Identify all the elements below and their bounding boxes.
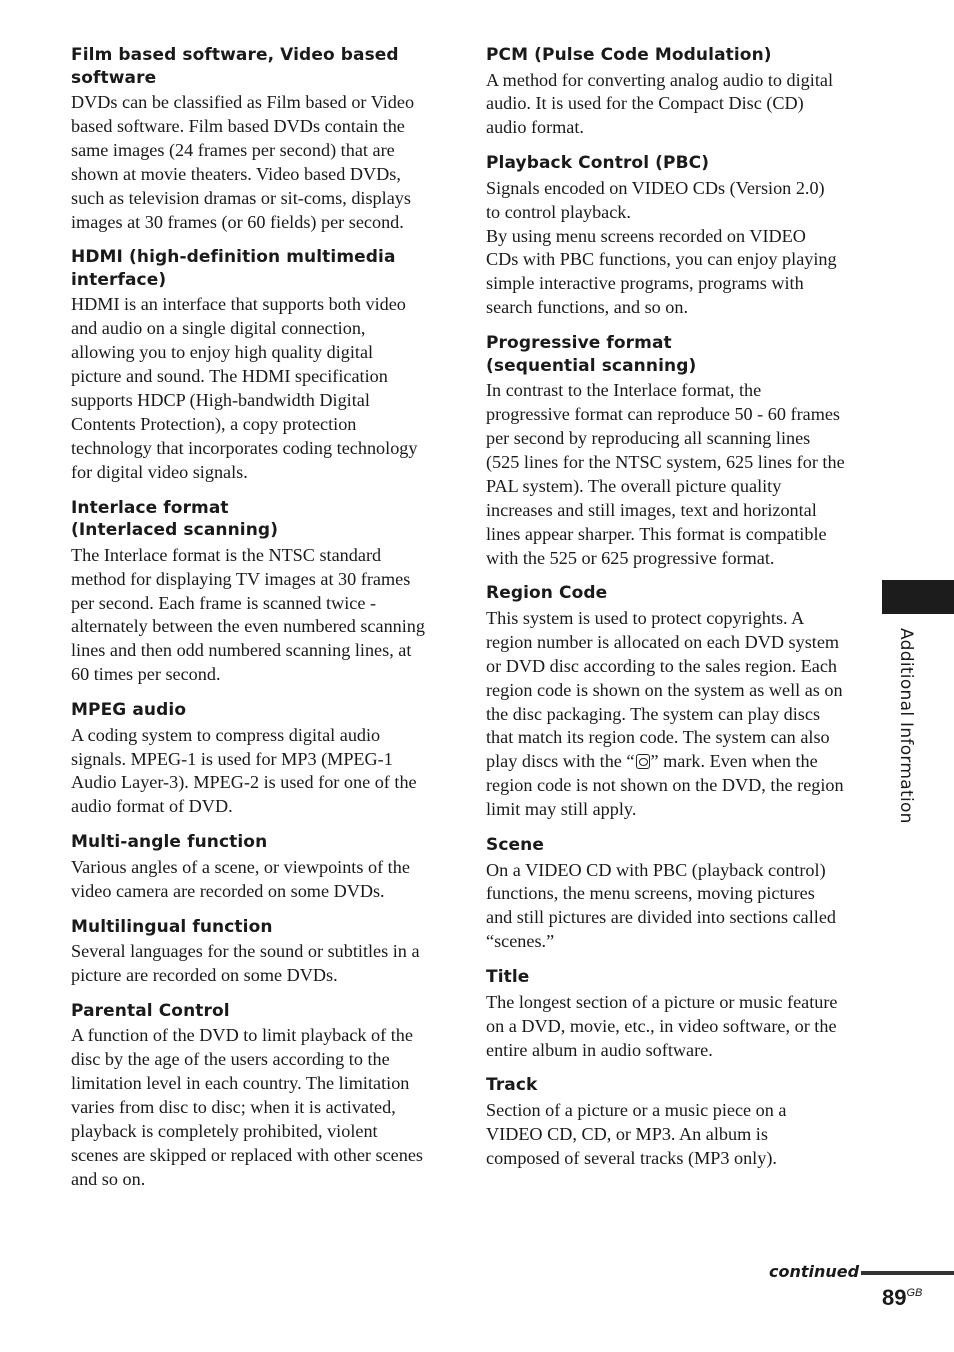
glossary-term: Parental Control <box>71 1000 230 1021</box>
glossary-entry-multilingual <box>71 916 443 988</box>
glossary-term: Title <box>486 967 530 988</box>
glossary-term: Progressive format (sequential scanning) <box>486 333 697 376</box>
glossary-term: Region Code <box>486 583 608 604</box>
page-number <box>882 1285 922 1311</box>
glossary-term: HDMI (high-definition multimedia interface) <box>71 247 396 290</box>
region-all-mark-icon <box>636 754 650 769</box>
glossary-definition: On a VIDEO CD with PBC (playback control) functions, the menu screens, moving pictures and still pictures are divided into sections called “scenes.” <box>486 859 837 952</box>
section-tab-marker <box>882 580 954 614</box>
glossary-definition: A coding system to compress digital audio signals. MPEG-1 is used for MP3 (MPEG-1 Audio Layer-3). MPEG-2 is used for one of the audio format of DVD. <box>71 724 417 817</box>
glossary-definition: A method for converting analog audio to digital audio. It is used for the Compact Disc (CD) audio format. <box>486 69 834 138</box>
glossary-term: Playback Control (PBC) <box>486 153 710 174</box>
glossary-entry-progressive <box>486 332 858 570</box>
region-code-text-after: ” mark. Even when the region code is not shown on the DVD, the region limit may still apply. <box>486 751 844 820</box>
glossary-entry-interlace <box>71 497 443 687</box>
glossary-entry-pcm <box>486 44 858 140</box>
glossary-term: PCM (Pulse Code Modulation) <box>486 45 772 65</box>
glossary-entry-scene <box>486 834 858 954</box>
glossary-entry-parental-control <box>71 1000 443 1192</box>
glossary-entry-hdmi <box>71 246 443 484</box>
glossary-entry-pbc <box>486 152 858 320</box>
glossary-definition: In contrast to the Interlace format, the progressive format can reproduce 50 - 60 frames per second by reproducing all scanning lines (525 lines for the NTSC system, 625 lines for the PAL system). The overall picture quality increases and still images, text and horizontal lines appear sharper. This format is compatible with the 525 or 625 progressive format. <box>486 380 845 568</box>
glossary-definition: Signals encoded on VIDEO CDs (Version 2.0) to control playback. By using menu screens recorded on VIDEO CDs with PBC functions, you can enjoy playing simple interactive programs, programs with search functions, and so on. <box>486 177 837 318</box>
glossary-entry-mpeg-audio <box>71 699 443 819</box>
glossary-term: Track <box>486 1075 538 1096</box>
glossary-term: Film based software, Video based software <box>71 45 399 88</box>
glossary-entry-multi-angle <box>71 831 443 903</box>
glossary-term: MPEG audio <box>71 700 187 721</box>
glossary-term: Multi-angle function <box>71 832 268 853</box>
glossary-definition: Section of a picture or a music piece on a VIDEO CD, CD, or MP3. An album is composed of several tracks (MP3 only). <box>486 1099 787 1168</box>
glossary-definition: HDMI is an interface that supports both video and audio on a single digital connection, allowing you to enjoy high quality digital picture and sound. The HDMI specification supports HDCP (High-bandwidth Digital Contents Protection), a copy protection technology that incorporates coding technology for digital video signals. <box>71 294 418 482</box>
continued-label: continued <box>769 1262 860 1281</box>
glossary-definition: Various angles of a scene, or viewpoints of the video camera are recorded on some DVDs. <box>71 856 410 901</box>
region-code-text-before: This system is used to protect copyrights. A region number is allocated on each DVD system or DVD disc according to the sales region. Each region code is shown on the system as well as on the disc packaging. The system can play discs that match its region code. The system can also play discs with the “ <box>486 607 843 772</box>
page-number-value: 89 <box>882 1285 907 1310</box>
glossary-entry-track <box>486 1074 858 1170</box>
glossary-definition <box>486 607 858 822</box>
glossary-entry-film-based <box>71 44 443 234</box>
page-number-suffix: GB <box>906 1287 923 1299</box>
glossary-entry-region-code <box>486 582 858 822</box>
right-column <box>486 44 858 1183</box>
glossary-definition: Several languages for the sound or subtitles in a picture are recorded on some DVDs. <box>71 941 420 985</box>
glossary-definition: DVDs can be classified as Film based or Video based software. Film based DVDs contain the same images (24 frames per second) that are shown at movie theaters. Video based DVDs, such as television dramas or sit-coms, displays images at 30 frames (or 60 fields) per second. <box>71 92 415 232</box>
glossary-definition: The longest section of a picture or music feature on a DVD, movie, etc., in video software, or the entire album in audio software. <box>486 991 838 1060</box>
glossary-definition: A function of the DVD to limit playback of the disc by the age of the users according to the limitation level in each country. The limitation varies from disc to disc; when it is activated, playback is completely prohibited, violent scenes are skipped or replaced with other scenes and so on. <box>71 1025 423 1189</box>
section-tab-label: Additional Information <box>896 628 916 824</box>
glossary-term: Interlace format (Interlaced scanning) <box>71 497 279 541</box>
glossary-term: Scene <box>486 835 544 856</box>
continued-rule <box>861 1271 954 1275</box>
glossary-entry-title <box>486 966 858 1062</box>
glossary-definition: The Interlace format is the NTSC standard method for displaying TV images at 30 frames per second. Each frame is scanned twice - alternately between the even numbered scanning lines and then odd numbered scanning lines, at 60 times per second. <box>71 544 425 685</box>
glossary-term: Multilingual function <box>71 916 273 937</box>
left-column <box>71 44 443 1204</box>
